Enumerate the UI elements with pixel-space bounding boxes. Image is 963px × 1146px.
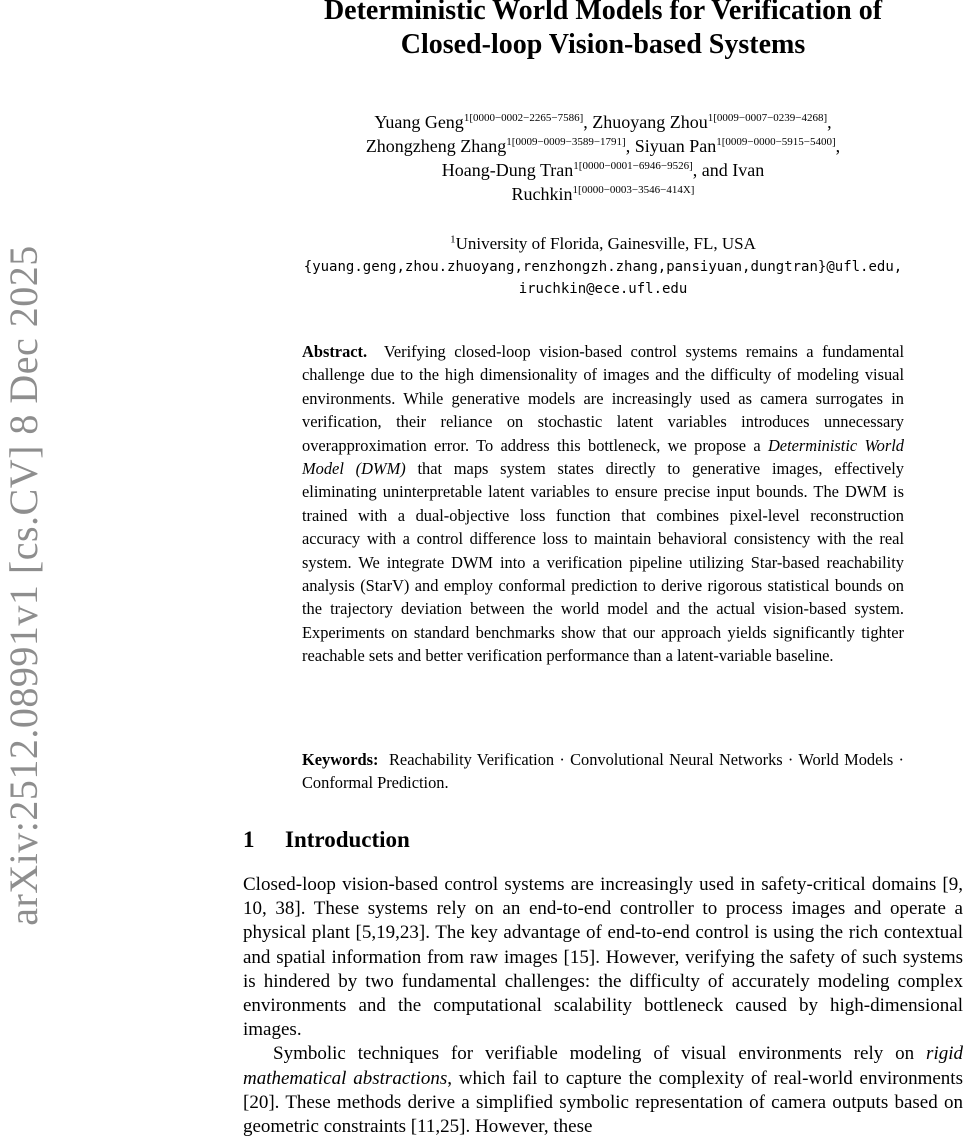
paper-title <box>243 0 963 62</box>
author: Zhuoyang Zhou$^{1[0009-0007-0239-4268]}$, <box>592 112 832 132</box>
abstract-emphasis: Deterministic World Model (DWM) <box>302 435 904 479</box>
title-line-2: Closed-loop Vision-based Systems <box>400 29 806 60</box>
paragraph-emphasis: rigid mathematical abstractions <box>243 1043 963 1089</box>
author: Ruchkin$^{1[0000-0003-3546-414X]}$ <box>511 184 695 204</box>
arxiv-side-stamp <box>0 232 46 938</box>
author: Hoang-Dung Tran$^{1[0000-0001-6946-9526]}$, and Ivan <box>441 160 765 180</box>
body-text <box>243 873 963 1139</box>
abstract-label: Abstract. <box>302 342 368 361</box>
abstract <box>302 340 904 668</box>
abstract-text-continued: that maps system states directly to generative images, effectively eliminating uninterpretable latent variables to ensure precise input bounds. The DWM is trained with a dual-objective loss function that combines pixel-level reconstruction accuracy with a control difference loss to maintain behavioral consistency with the real system. We integrate DWM into a verification pipeline utilizing Star-based reachability analysis (StarV) and employ conformal prediction to derive rigorous statistical bounds on the trajectory deviation between the world model and the actual vision-based system. Experiments on standard benchmarks show that our approach yields significantly tighter reachable sets and better verification performance than a latent-variable baseline. <box>302 459 905 666</box>
author-list <box>243 110 963 206</box>
affiliation: $^1$University of Florida, Gainesville, FL, USA <box>450 233 756 253</box>
author: Zhongzheng Zhang$^{1[0009-0009-3589-1791]}$, <box>365 136 635 156</box>
title-line-1: Deterministic World Models for Verification of <box>323 0 883 26</box>
author: Siyuan Pan$^{1[0009-0000-5915-5400]}$, <box>634 136 841 156</box>
section-heading <box>243 825 410 855</box>
paragraph: Closed-loop vision-based control systems are increasingly used in safety-critical domains [9, 10, 38]. These systems rely on an end-to-end controller to process images and operate a physical plant [5,19,23]. The key advantage of end-to-end control is using the rich contextual and spatial information from raw images [15]. However, verifying the safety of such systems is hindered by two fundamental challenges: the difficulty of accurately modeling complex environments and the computational scalability bottleneck caused by high-dimensional images. <box>243 874 963 1041</box>
paragraph: Symbolic techniques for verifiable modeling of visual environments rely on rigid mathematical abstractions, which fail to capture the complexity of real-world environments [20]. These methods derive a simplified symbolic representation of camera outputs based on geometric constraints [11,25]. However, these <box>243 1043 963 1138</box>
author: Yuang Geng$^{1[0000-0002-2265-7586]}$, <box>374 112 593 132</box>
email-line-1: {yuang.geng,zhou.zhuoyang,renzhongzh.zhang,pansiyuan,dungtran}@ufl.edu, <box>303 259 903 275</box>
keywords <box>302 748 904 795</box>
keywords-label: Keywords: <box>302 750 379 769</box>
section-title: Introduction <box>285 827 410 852</box>
affiliation-block <box>243 232 963 300</box>
section-number: 1 <box>243 827 255 852</box>
abstract-text: Verifying closed-loop vision-based control systems remains a fundamental challenge due to the high dimensionality of images and the difficulty of modeling visual environments. While generative models are increasingly used as camera surrogates in verification, their reliance on stochastic latent variables introduces unnecessary overapproximation error. To address this bottleneck, we propose a <box>302 342 904 455</box>
keywords-text: Reachability Verification · Convolutional Neural Networks · World Models · Conformal Prediction. <box>302 750 904 793</box>
arxiv-identifier: arXiv:2512.08991v1 [cs.CV] 8 Dec 2025 <box>0 244 46 926</box>
email-line-2: iruchkin@ece.ufl.edu <box>518 281 688 297</box>
